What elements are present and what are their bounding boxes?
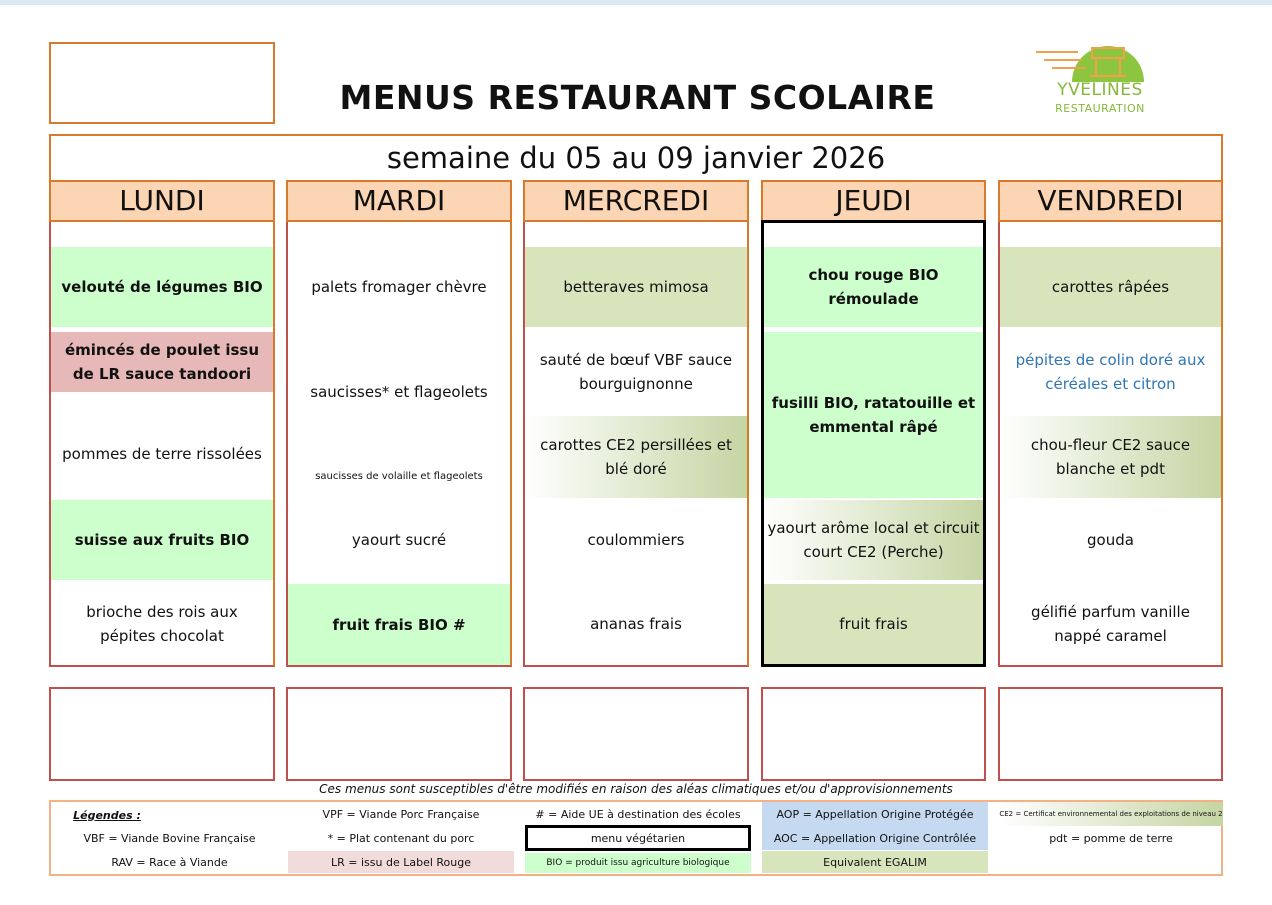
- menu-item: fusilli BIO, ratatouille et emmental râpé: [761, 332, 986, 498]
- menu-item: gélifié parfum vanille nappé caramel: [1031, 603, 1190, 645]
- day-header-vendredi: VENDREDI: [998, 180, 1223, 222]
- legend-porc: * = Plat contenant du porc: [327, 831, 475, 845]
- bottom-box-lundi: [49, 687, 275, 781]
- menu-item: saucisses* et flageolets: [310, 383, 488, 401]
- menu-column-vendredi: [998, 222, 1223, 667]
- bottom-box-mardi: [286, 687, 512, 781]
- legend-pdt: pdt = pomme de terre: [1049, 831, 1173, 845]
- day-header-jeudi: JEUDI: [761, 180, 986, 222]
- menu-item: betteraves mimosa: [525, 247, 747, 327]
- legend-egalim: Equivalent EGALIM: [762, 851, 988, 873]
- menu-item: fruit frais: [761, 584, 986, 664]
- menu-item: sauté de bœuf VBF sauce bourguignonne: [539, 351, 733, 393]
- legend-rav: RAV = Race à Viande: [111, 855, 228, 869]
- menu-item: coulommiers: [587, 531, 685, 549]
- legend-vbf: VBF = Viande Bovine Française: [83, 831, 256, 845]
- menu-column-mardi: [286, 222, 512, 667]
- legend-lr: LR = issu de Label Rouge: [288, 851, 514, 873]
- legend-aop: AOP = Appellation Origine Protégée: [762, 802, 988, 826]
- legend-aoc: AOC = Appellation Origine Contrôlée: [762, 826, 988, 850]
- bottom-box-mercredi: [523, 687, 749, 781]
- menu-column-lundi: [49, 222, 275, 667]
- legend: [49, 800, 1223, 876]
- legend-vpf: VPF = Viande Porc Française: [322, 807, 480, 821]
- logo: [1030, 30, 1170, 125]
- menu-item: fruit frais BIO #: [288, 584, 510, 665]
- menu-item: yaourt arôme local et circuit court CE2 (Perche): [761, 500, 986, 580]
- menu-item: brioche des rois aux pépites chocolat: [86, 603, 238, 645]
- menu-item: pépites de colin doré aux céréales et citron: [1015, 351, 1206, 393]
- menu-item: carottes râpées: [1000, 247, 1221, 327]
- logo-text: YVELINES: [1057, 80, 1143, 100]
- day-header-lundi: LUNDI: [49, 180, 275, 222]
- week-label: semaine du 05 au 09 janvier 2026: [49, 134, 1223, 180]
- legend-vegetarien: menu végétarien: [525, 825, 751, 851]
- menu-item: chou rouge BIO rémoulade: [761, 247, 986, 327]
- legend-title: Légendes :: [73, 808, 141, 822]
- menu-column-mercredi: [523, 222, 749, 667]
- disclaimer-note: Ces menus sont susceptibles d'être modifiés en raison des aléas climatiques et/ou d'approvisionnements: [319, 782, 953, 796]
- legend-aide-ue: # = Aide UE à destination des écoles: [535, 807, 741, 821]
- page-title: MENUS RESTAURANT SCOLAIRE: [339, 78, 936, 117]
- menu-item: palets fromager chèvre: [311, 278, 487, 296]
- menu-item: chou-fleur CE2 sauce blanche et pdt: [1000, 416, 1221, 498]
- day-header-mercredi: MERCREDI: [523, 180, 749, 222]
- bottom-box-vendredi: [998, 687, 1223, 781]
- legend-ce2: CE2 = Certificat environnemental des exploitations de niveau 2: [999, 802, 1223, 826]
- menu-item-alternative: saucisses de volaille et flageolets: [315, 471, 483, 482]
- menu-item: yaourt sucré: [351, 531, 447, 549]
- menu-item: carottes CE2 persillées et blé doré: [525, 416, 747, 498]
- menu-item: velouté de légumes BIO: [51, 247, 273, 327]
- vegetarian-menu-frame: [761, 220, 986, 667]
- day-header-mardi: MARDI: [286, 180, 512, 222]
- menu-item: suisse aux fruits BIO: [51, 500, 273, 580]
- top-strip: [0, 0, 1272, 5]
- school-name-box: [49, 42, 275, 124]
- menu-item: ananas frais: [590, 615, 682, 633]
- logo-subtext: RESTAURATION: [1055, 102, 1145, 115]
- menu-item: pommes de terre rissolées: [62, 445, 262, 463]
- menu-item: émincés de poulet issu de LR sauce tandoori: [51, 332, 273, 392]
- legend-bio: BIO = produit issu agriculture biologique: [525, 853, 751, 873]
- menu-item: gouda: [1087, 531, 1134, 549]
- bottom-box-jeudi: [761, 687, 986, 781]
